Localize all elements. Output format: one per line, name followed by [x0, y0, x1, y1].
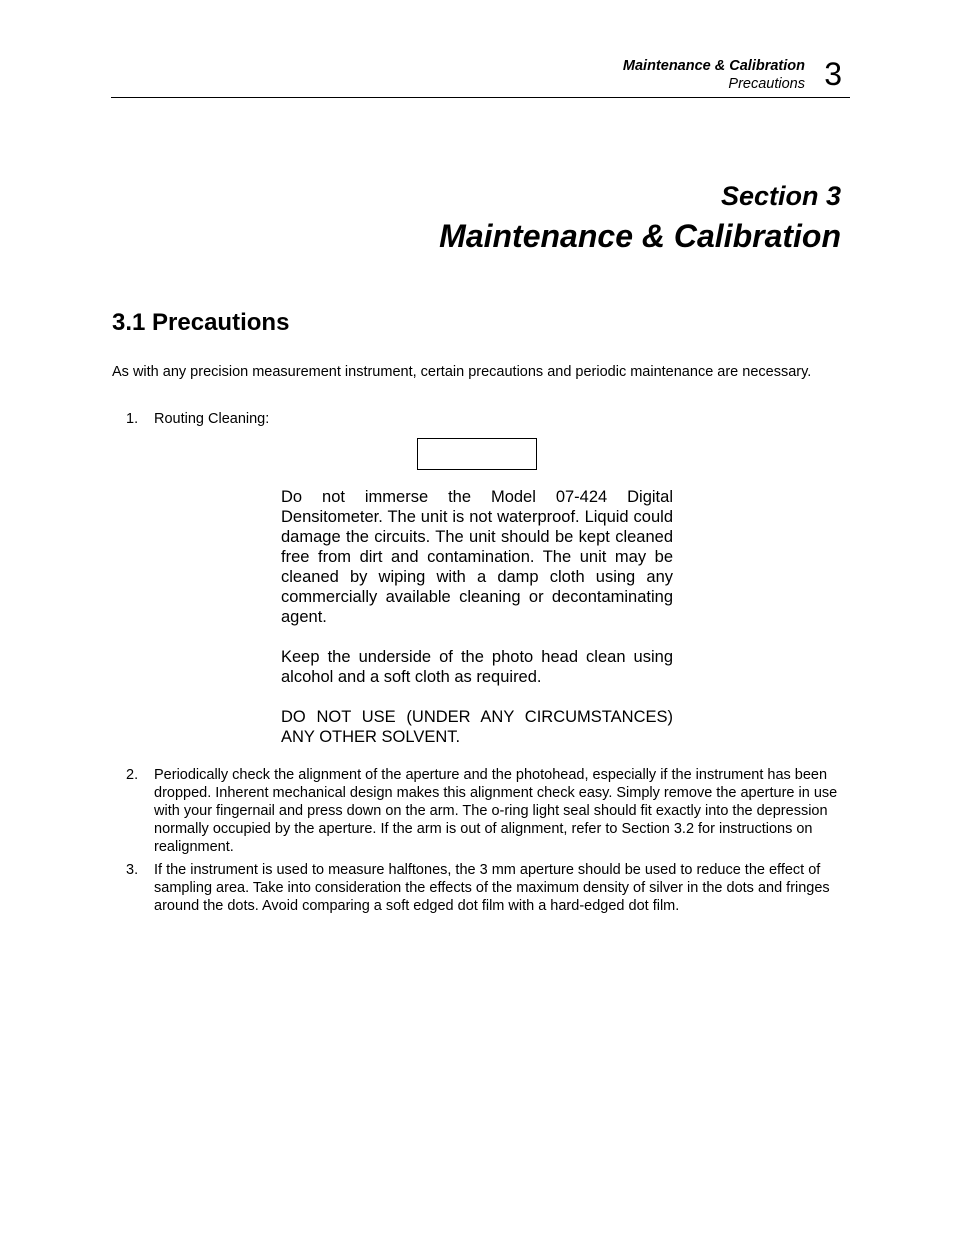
- section-label: Section 3: [720, 181, 841, 211]
- list-item-number: 2.: [126, 767, 139, 783]
- running-header: [111, 56, 850, 98]
- warning-paragraph: Keep the underside of the photo head clean using alcohol and a soft cloth as required.: [281, 648, 673, 686]
- list-item-number: 1.: [126, 411, 139, 427]
- list-item-text: If the instrument is used to measure halftones, the 3 mm aperture should be used to reduce the effect of sampling area. Take into consideration the effects of the maximum density of silver in the dots and fringes around the dots. Avoid comparing a soft edged dot film with a hard-edged dot film.: [154, 862, 830, 914]
- chapter-number: 3: [824, 56, 842, 92]
- section-title: Maintenance & Calibration: [439, 218, 841, 254]
- warning-paragraph: Do not immerse the Model 07-424 Digital Densitometer. The unit is not waterproof. Liquid could damage the circuits. The unit should be kept cleaned free from dirt and contamination. The unit may be cleaned by wiping with a damp cloth using any commercially available cleaning or decontaminating agent.: [281, 488, 673, 626]
- subsection-heading: 3.1 Precautions: [112, 309, 290, 336]
- list-item-text: Periodically check the alignment of the aperture and the photohead, especially if the instrument has been dropped. Inherent mechanical design makes this alignment check easy. Simply remove the aperture in use with your fingernail and press down on the arm. The o-ring light seal should fit exactly into the depression normally occupied by the aperture. If the arm is out of alignment, refer to Section 3.2 for instructions on realignment.: [154, 767, 838, 855]
- warning-block: [281, 487, 673, 767]
- intro-paragraph: As with any precision measurement instrument, certain precautions and periodic maintenance are necessary.: [112, 364, 812, 380]
- list-item-text: Routing Cleaning:: [154, 411, 270, 427]
- warning-paragraph: DO NOT USE (UNDER ANY CIRCUMSTANCES) ANY OTHER SOLVENT.: [281, 708, 673, 746]
- running-header-text: [623, 57, 805, 93]
- running-header-subtitle: Precautions: [728, 76, 805, 92]
- list-item-number: 3.: [126, 862, 139, 878]
- running-header-title: Maintenance & Calibration: [622, 58, 805, 74]
- caution-box: [417, 438, 537, 470]
